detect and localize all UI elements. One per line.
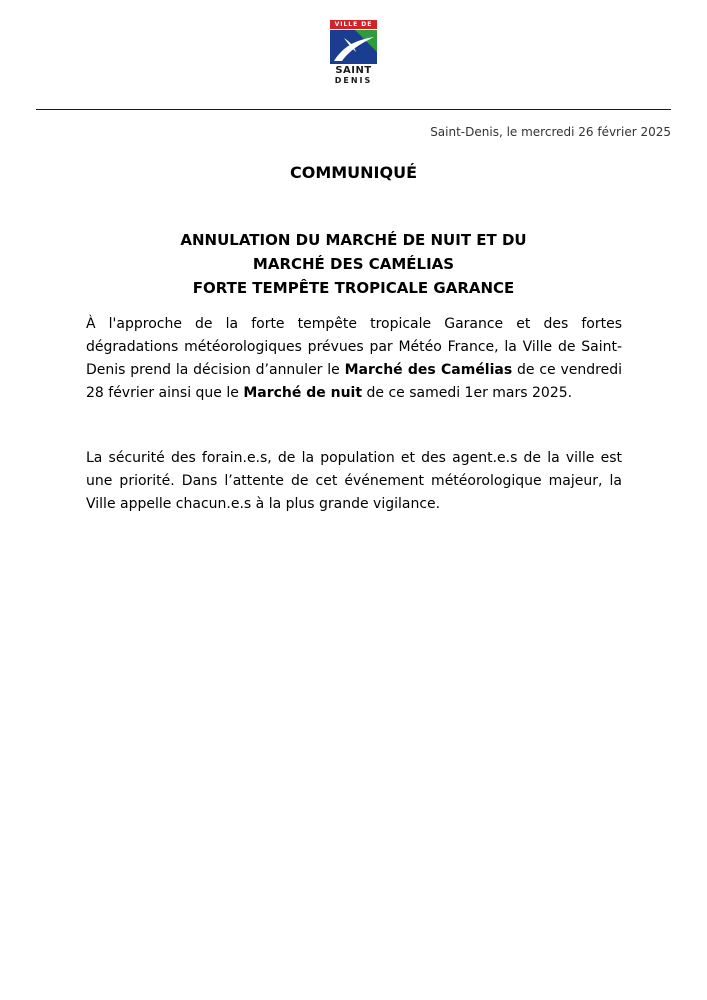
city-logo	[330, 20, 377, 86]
headline-line-1: ANNULATION DU MARCHÉ DE NUIT ET DU	[180, 231, 527, 249]
headline-line-2: MARCHÉ DES CAMÉLIAS	[252, 255, 455, 273]
paragraph-2: La sécurité des forain.e.s, de la population et des agent.e.s de la ville est une priorité. Dans l’attente de cet événement météorologique majeur, la Ville appelle chacun.e.s à la plus grande vigilance.	[86, 450, 622, 512]
paragraph-1-part-3: de ce samedi 1er mars 2025.	[362, 385, 573, 401]
logo-bird-mark	[330, 30, 377, 64]
paragraph-1-part-1: À l'approche de la forte tempête tropicale Garance et des fortes dégradations météorologiques prévues par Météo France, la Ville de Saint-Denis prend la décision d’annuler le	[86, 316, 622, 378]
headline	[0, 228, 707, 300]
night-market-emphasis: Marché de nuit	[243, 385, 363, 401]
market-camelias-emphasis: Marché des Camélias	[344, 362, 513, 378]
logo-word-saint: SAINT	[335, 65, 372, 76]
paragraph-1	[86, 313, 622, 405]
headline-line-3: FORTE TEMPÊTE TROPICALE GARANCE	[192, 279, 515, 297]
header-divider	[36, 109, 671, 110]
logo-word-denis: DENIS	[334, 76, 373, 85]
date-line: Saint-Denis, le mercredi 26 février 2025	[430, 125, 671, 139]
document-type: COMMUNIQUÉ	[289, 163, 418, 182]
logo-top-band: VILLE DE	[330, 20, 377, 29]
paragraph-1-part-2: de ce vendredi 28 février ainsi que le	[86, 362, 622, 401]
